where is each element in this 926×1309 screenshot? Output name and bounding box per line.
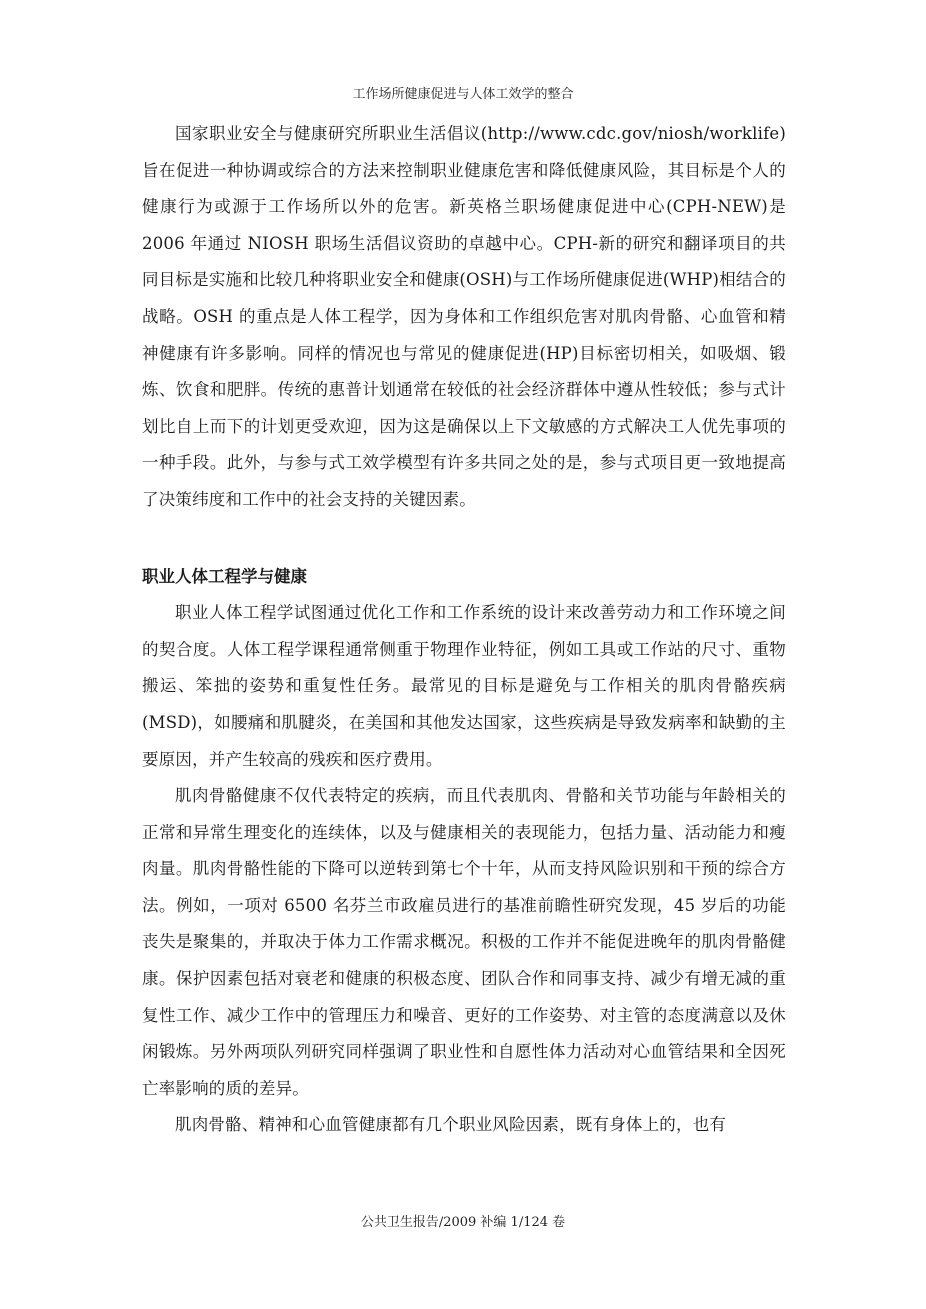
running-header: 工作场所健康促进与人体工效学的整合 [352,87,574,102]
section-paragraph-2: 肌肉骨骼健康不仅代表特定的疾病，而且代表肌肉、骨骼和关节功能与年龄相关的正常和异常生理变化的连续体，以及与健康相关的表现能力，包括力量、活动能力和瘦肉量。肌肉骨骼性能的下降可以逆转到第七个十年，从而支持风险识别和干预的综合方法。例如，一项对 6500 名芬兰市政雇员进行的基准前瞻性研究发现，45 岁后的功能丧失是聚集的，并取决于体力工作需求概况。积极的工作并不能促进晚年的肌肉骨骼健康。保护因素包括对衰老和健康的积极态度、团队合作和同事支持、减少有增无减的重复性工作、减少工作中的管理压力和噪音、更好的工作姿势、对主管的态度满意以及休闲锻炼。另外两项队列研究同样强调了职业性和自愿性体力活动对心血管结果和全因死亡率影响的质的差异。 [142,786,786,1098]
section-spacer [142,519,786,559]
intro-paragraph: 国家职业安全与健康研究所职业生活倡议(http://www.cdc.gov/niosh/worklife)旨在促进一种协调或综合的方法来控制职业健康危害和降低健康风险，其目标是个人的健康行为或源于工作场所以外的危害。新英格兰职场健康促进中心(CPH-NEW)是 2006 年通过 NIOSH 职场生活倡议资助的卓越中心。CPH-新的研究和翻译项目的共同目标是实施和比较几种将职业安全和健康(OSH)与工作场所健康促进(WHP)相结合的战略。OSH 的重点是人体工程学，因为身体和工作组织危害对肌肉骨骼、心血管和精神健康有许多影响。同样的情况也与常见的健康促进(HP)目标密切相关，如吸烟、锻炼、饮食和肥胖。传统的惠普计划通常在较低的社会经济群体中遵从性较低；参与式计划比自上而下的计划更受欢迎，因为这是确保以上下文敏感的方式解决工人优先事项的一种手段。此外，与参与式工效学模型有许多共同之处的是，参与式项目更一致地提高了决策纬度和工作中的社会支持的关键因素。 [142,124,786,509]
section-heading: 职业人体工程学与健康 [142,566,307,586]
section-paragraph-1: 职业人体工程学试图通过优化工作和工作系统的设计来改善劳动力和工作环境之间的契合度。人体工程学课程通常侧重于物理作业特征，例如工具或工作站的尺寸、重物搬运、笨拙的姿势和重复性任务。最常见的目标是避免与工作相关的肌肉骨骼疾病(MSD)，如腰痛和肌腱炎，在美国和其他发达国家，这些疾病是导致发病率和缺勤的主要原因，并产生较高的残疾和医疗费用。 [142,603,786,769]
document-body [142,116,786,1144]
page-footer-citation: 公共卫生报告/2009 补编 1/124 卷 [360,1215,566,1230]
section-paragraph-3: 肌肉骨骼、精神和心血管健康都有几个职业风险因素，既有身体上的，也有 [175,1115,727,1135]
